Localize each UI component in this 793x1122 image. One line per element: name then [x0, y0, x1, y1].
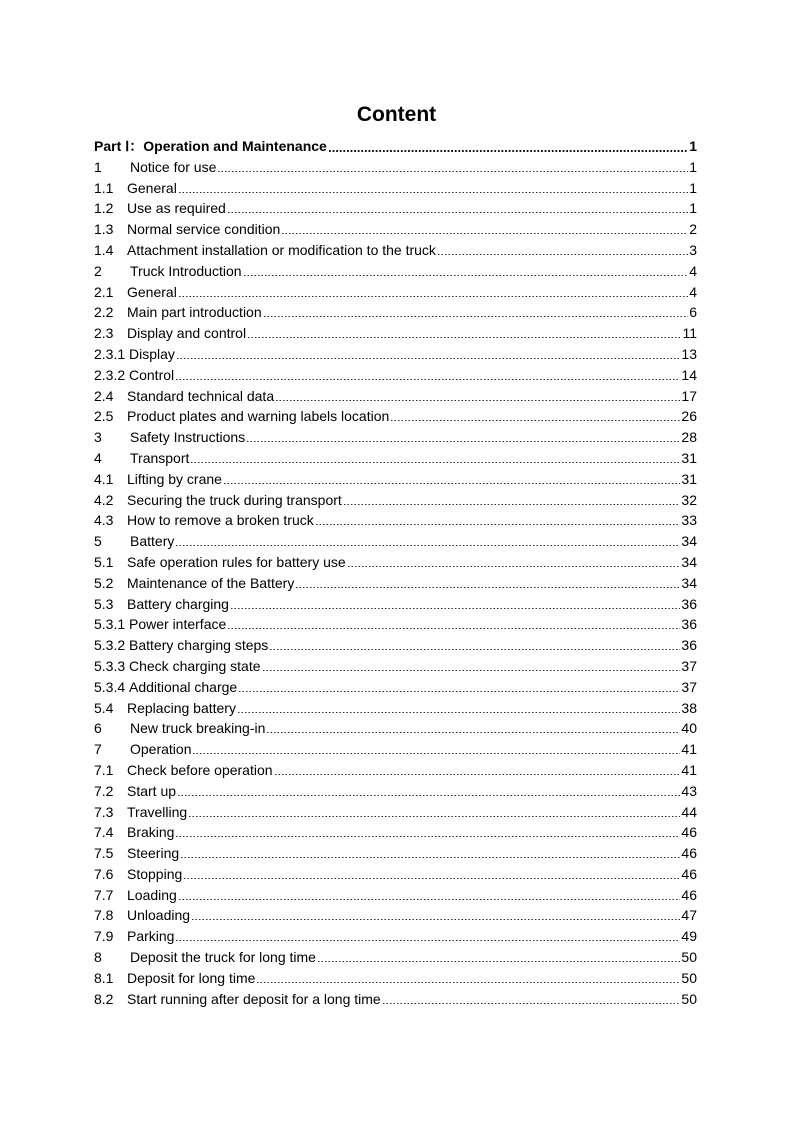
leader-dots [263, 656, 681, 677]
entry-number: 8 [94, 949, 102, 966]
leader-dots [179, 282, 688, 303]
entry-page-number: 44 [681, 803, 697, 820]
toc-entry-list [94, 157, 697, 1010]
entry-title: Start running after deposit for a long time [127, 990, 381, 1007]
entry-title: Attachment installation or modification to the truck [127, 241, 436, 258]
entry-page-number: 33 [681, 512, 697, 529]
toc-entry[interactable] [94, 968, 697, 989]
entry-number: 4 [94, 449, 102, 466]
toc-entry[interactable] [94, 178, 697, 199]
leader-dots [191, 448, 680, 469]
entry-number: 4.3 [94, 512, 114, 529]
toc-entry[interactable] [94, 781, 697, 802]
leader-dots [238, 698, 680, 719]
entry-number: 5.4 [94, 699, 114, 716]
entry-number: 7.6 [94, 865, 114, 882]
leader-dots [228, 614, 680, 635]
entry-page-number: 31 [681, 470, 697, 487]
entry-title: Power interface [129, 616, 227, 633]
leader-dots [282, 219, 688, 240]
toc-entry[interactable] [94, 885, 697, 906]
entry-page-number: 43 [681, 782, 697, 799]
toc-part-heading[interactable] [94, 136, 697, 157]
leader-dots [438, 240, 688, 261]
entry-number: 2.3.1 [94, 345, 126, 362]
entry-number: 2.2 [94, 304, 114, 321]
entry-number: 1.3 [94, 221, 114, 238]
entry-page-number: 11 [682, 325, 697, 342]
toc-entry[interactable] [94, 843, 697, 864]
toc-entry[interactable] [94, 386, 697, 407]
leader-dots [257, 968, 680, 989]
toc-entry[interactable] [94, 261, 697, 282]
entry-number: 2.3 [94, 325, 114, 342]
entry-title: Battery [130, 533, 175, 550]
entry-page-number: 34 [681, 533, 697, 550]
leader-dots [231, 594, 680, 615]
entry-page-number: 46 [681, 824, 697, 841]
toc-entry[interactable] [94, 490, 697, 511]
toc-entry[interactable] [94, 406, 697, 427]
toc-entry[interactable] [94, 739, 697, 760]
entry-title: Loading [127, 886, 177, 903]
entry-page-number: 46 [681, 886, 697, 903]
toc-entry[interactable] [94, 573, 697, 594]
toc-entry[interactable] [94, 157, 697, 178]
entry-page-number: 26 [681, 408, 697, 425]
entry-page-number: 13 [681, 345, 697, 362]
entry-page-number: 1 [689, 158, 697, 175]
leader-dots [348, 552, 681, 573]
entry-number: 7.2 [94, 782, 114, 799]
entry-number: 5.2 [94, 574, 114, 591]
entry-page-number: 50 [681, 949, 697, 966]
entry-title: Additional charge [129, 678, 238, 695]
entry-title: Transport [130, 449, 190, 466]
entry-number: 7.8 [94, 907, 114, 924]
entry-page-number: 36 [681, 616, 697, 633]
leader-dots [244, 261, 689, 282]
entry-page-number: 50 [681, 969, 697, 986]
toc-entry[interactable] [94, 302, 697, 323]
entry-page-number: 36 [681, 595, 697, 612]
entry-page-number: 32 [681, 491, 697, 508]
leader-dots [296, 573, 680, 594]
entry-page-number: 34 [681, 553, 697, 570]
entry-number: 8.1 [94, 969, 114, 986]
toc-entry[interactable] [94, 594, 697, 615]
entry-page-number: 40 [681, 720, 697, 737]
entry-title: How to remove a broken truck [127, 512, 314, 529]
toc-entry[interactable] [94, 323, 697, 344]
leader-dots [177, 344, 681, 365]
toc-entry[interactable] [94, 448, 697, 469]
entry-title: Product plates and warning labels location [127, 408, 390, 425]
leader-dots [239, 677, 680, 698]
entry-page-number: 1 [689, 200, 697, 217]
leader-dots [192, 905, 680, 926]
entry-title: Normal service condition [127, 221, 281, 238]
entry-page-number: 6 [689, 304, 697, 321]
leader-dots [176, 531, 680, 552]
entry-title: Deposit the truck for long time [130, 949, 316, 966]
entry-number: 2.5 [94, 408, 114, 425]
entry-title: Safe operation rules for battery use [127, 553, 346, 570]
entry-page-number: 37 [681, 678, 697, 695]
entry-number: 2.3.2 [94, 366, 126, 383]
toc-entry[interactable] [94, 219, 697, 240]
entry-title: Operation [130, 741, 192, 758]
leader-dots [218, 157, 688, 178]
entry-title: Steering [127, 845, 180, 862]
leader-dots [318, 947, 680, 968]
toc-entry[interactable] [94, 635, 697, 656]
entry-page-number: 37 [681, 657, 697, 674]
leader-dots [270, 635, 680, 656]
entry-number: 1 [94, 158, 102, 175]
entry-page-number: 14 [681, 366, 697, 383]
entry-title: Control [129, 366, 175, 383]
toc-entry[interactable] [94, 282, 697, 303]
entry-number: 1.4 [94, 241, 114, 258]
entry-page-number: 3 [689, 241, 697, 258]
leader-dots [179, 178, 688, 199]
entry-page-number: 17 [681, 387, 697, 404]
entry-title: Braking [127, 824, 175, 841]
leader-dots [176, 822, 680, 843]
entry-title: Lifting by crane [127, 470, 222, 487]
toc-entry[interactable] [94, 822, 697, 843]
leader-dots [189, 802, 680, 823]
entry-number: 2.4 [94, 387, 114, 404]
entry-title: Display and control [127, 325, 247, 342]
leader-dots [176, 365, 680, 386]
entry-title: Standard technical data [127, 387, 275, 404]
entry-number: 7.7 [94, 886, 114, 903]
entry-page-number: 41 [681, 761, 697, 778]
toc-entry[interactable] [94, 552, 697, 573]
leader-dots [344, 490, 681, 511]
leader-dots [275, 760, 681, 781]
entry-title: Parking [127, 928, 175, 945]
leader-dots [184, 864, 680, 885]
table-of-contents [94, 136, 697, 1009]
entry-page-number: 31 [681, 449, 697, 466]
leader-dots [178, 781, 680, 802]
toc-entry[interactable] [94, 510, 697, 531]
entry-title: Deposit for long time [127, 969, 256, 986]
toc-entry[interactable] [94, 760, 697, 781]
part-title: Part Ⅰ：Operation and Maintenance [94, 138, 327, 154]
leader-dots [179, 885, 681, 906]
toc-entry[interactable] [94, 947, 697, 968]
entry-number: 5.3.4 [94, 678, 126, 695]
entry-page-number: 46 [681, 845, 697, 862]
entry-page-number: 4 [689, 283, 697, 300]
entry-number: 8.2 [94, 990, 114, 1007]
entry-number: 3 [94, 429, 102, 446]
toc-entry[interactable] [94, 718, 697, 739]
toc-entry[interactable] [94, 427, 697, 448]
leader-dots [391, 406, 680, 427]
entry-number: 7.9 [94, 928, 114, 945]
entry-number: 5.3 [94, 595, 114, 612]
entry-title: Display [129, 345, 175, 362]
entry-number: 5.1 [94, 553, 114, 570]
entry-page-number: 46 [681, 865, 697, 882]
entry-title: General [127, 179, 177, 196]
leader-dots [248, 323, 681, 344]
entry-title: Start up [127, 782, 177, 799]
entry-title: Unloading [127, 907, 191, 924]
entry-page-number: 36 [681, 637, 697, 654]
entry-page-number: 47 [681, 907, 697, 924]
leader-dots [181, 843, 680, 864]
entry-number: 4.1 [94, 470, 114, 487]
toc-entry[interactable] [94, 240, 697, 261]
entry-title: Notice for use [130, 158, 217, 175]
entry-title: Travelling [127, 803, 188, 820]
leader-dots [267, 718, 680, 739]
entry-title: Battery charging steps [129, 637, 269, 654]
entry-number: 4.2 [94, 491, 114, 508]
entry-title: Maintenance of the Battery [127, 574, 295, 591]
entry-page-number: 2 [689, 221, 697, 238]
entry-number: 1.1 [94, 179, 114, 196]
entry-number: 5.3.1 [94, 616, 126, 633]
entry-title: Use as required [127, 200, 226, 217]
entry-number: 1.2 [94, 200, 114, 217]
entry-page-number: 49 [681, 928, 697, 945]
leader-dots [224, 469, 680, 490]
page-title: Content [356, 103, 437, 126]
entry-page-number: 1 [689, 179, 697, 196]
toc-entry[interactable] [94, 864, 697, 885]
toc-entry[interactable] [94, 698, 697, 719]
toc-entry[interactable] [94, 344, 697, 365]
toc-entry[interactable] [94, 656, 697, 677]
leader-dots [329, 136, 688, 157]
toc-entry[interactable] [94, 905, 697, 926]
entry-number: 7.1 [94, 761, 114, 778]
leader-dots [276, 386, 680, 407]
toc-entry[interactable] [94, 469, 697, 490]
toc-entry[interactable] [94, 802, 697, 823]
toc-entry[interactable] [94, 365, 697, 386]
entry-number: 5.3.2 [94, 637, 126, 654]
entry-number: 7.4 [94, 824, 114, 841]
leader-dots [228, 198, 688, 219]
toc-entry[interactable] [94, 614, 697, 635]
entry-page-number: 28 [681, 429, 697, 446]
entry-title: Battery charging [127, 595, 229, 612]
entry-page-number: 41 [681, 741, 697, 758]
entry-title: Stopping [127, 865, 183, 882]
entry-number: 2 [94, 262, 102, 279]
leader-dots [193, 739, 680, 760]
toc-entry[interactable] [94, 531, 697, 552]
entry-page-number: 50 [681, 990, 697, 1007]
leader-dots [316, 510, 681, 531]
entry-title: New truck breaking-in [130, 720, 266, 737]
entry-number: 2.1 [94, 283, 114, 300]
entry-title: Check charging state [129, 657, 261, 674]
entry-number: 5.3.3 [94, 657, 126, 674]
toc-entry[interactable] [94, 989, 697, 1010]
toc-entry[interactable] [94, 926, 697, 947]
entry-page-number: 4 [689, 262, 697, 279]
entry-title: Check before operation [127, 761, 273, 778]
entry-number: 5 [94, 533, 102, 550]
entry-number: 7.3 [94, 803, 114, 820]
toc-entry[interactable] [94, 677, 697, 698]
entry-title: Replacing battery [127, 699, 236, 716]
leader-dots [176, 926, 680, 947]
entry-title: Main part introduction [127, 304, 262, 321]
leader-dots [383, 989, 681, 1010]
entry-page-number: 34 [681, 574, 697, 591]
entry-number: 7 [94, 741, 102, 758]
leader-dots [247, 427, 680, 448]
entry-title: Safety Instructions [130, 429, 246, 446]
entry-number: 6 [94, 720, 102, 737]
entry-title: Securing the truck during transport [127, 491, 342, 508]
part-page-number: 1 [689, 138, 697, 154]
toc-entry[interactable] [94, 198, 697, 219]
entry-number: 7.5 [94, 845, 114, 862]
entry-title: General [127, 283, 177, 300]
entry-title: Truck Introduction [130, 262, 242, 279]
entry-page-number: 38 [681, 699, 697, 716]
leader-dots [264, 302, 689, 323]
